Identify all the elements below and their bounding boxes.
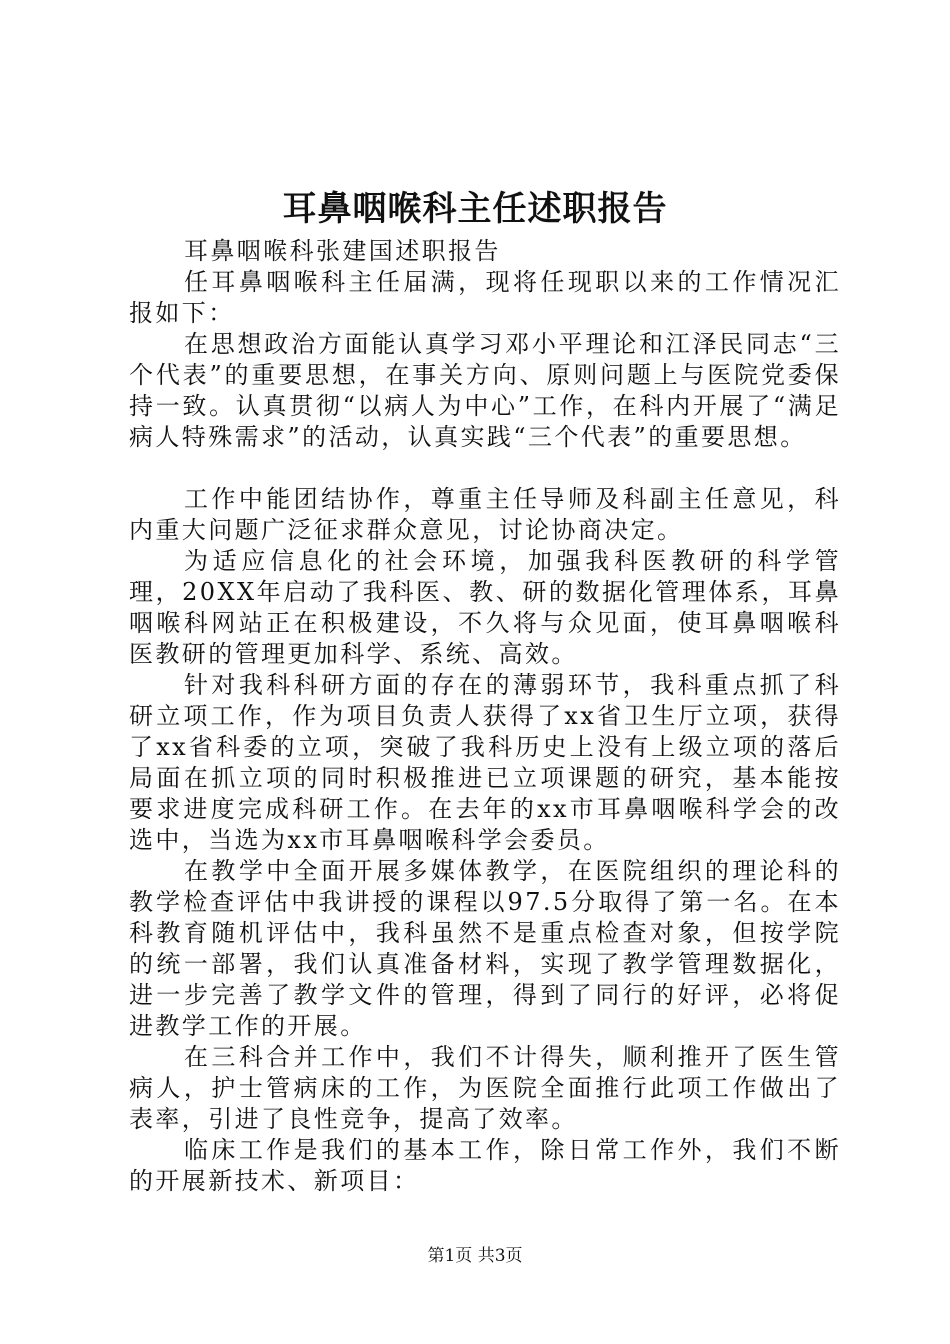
paragraph-teamwork: 工作中能团结协作，尊重主任导师及科副主任意见，科内重大问题广泛征求群众意见，讨论协商决定。 (129, 485, 841, 544)
paragraph-clinical: 临床工作是我们的基本工作，除日常工作外，我们不断的开展新技术、新项目： (129, 1136, 841, 1195)
paragraph-merger: 在三科合并工作中，我们不计得失，顺利推开了医生管病人，护士管病床的工作，为医院全面推行此项工作做出了表率，引进了良性竞争，提高了效率。 (129, 1043, 841, 1133)
paragraph-intro: 任耳鼻咽喉科主任届满，现将任现职以来的工作情况汇报如下： (129, 268, 841, 327)
document-title: 耳鼻咽喉科主任述职报告 (282, 189, 668, 229)
paragraph-politics: 在思想政治方面能认真学习邓小平理论和江泽民同志“三个代表”的重要思想，在事关方向、原则问题上与医院党委保持一致。认真贯彻“以病人为中心”工作，在科内开展了“满足病人特殊需求”的活动，认真实践“三个代表”的重要思想。 (129, 330, 841, 451)
paragraph-gap (129, 453, 841, 484)
paragraph-subtitle: 耳鼻咽喉科张建国述职报告 (184, 237, 501, 265)
document-body (129, 236, 841, 1197)
page-number: 第1页 共3页 (427, 1246, 523, 1266)
paragraph-research: 针对我科科研方面的存在的薄弱环节，我科重点抓了科研立项工作，作为项目负责人获得了xx省卫生厅立项，获得了xx省科委的立项，突破了我科历史上没有上级立项的落后局面在抓立项的同时积极推进已立项课题的研究，基本能按要求进度完成科研工作。在去年的xx市耳鼻咽喉科学会的改选中，当选为xx市耳鼻咽喉科学会委员。 (129, 671, 841, 854)
paragraph-informatization: 为适应信息化的社会环境，加强我科医教研的科学管理，20XX年启动了我科医、教、研的数据化管理体系，耳鼻咽喉科网站正在积极建设，不久将与众见面，使耳鼻咽喉科医教研的管理更加科学、系统、高效。 (129, 547, 841, 668)
paragraph-teaching: 在教学中全面开展多媒体教学，在医院组织的理论科的教学检查评估中我讲授的课程以97.5分取得了第一名。在本科教育随机评估中，我科虽然不是重点检查对象，但按学院的统一部署，我们认真准备材料，实现了教学管理数据化，进一步完善了教学文件的管理，得到了同行的好评，必将促进教学工作的开展。 (129, 857, 841, 1040)
